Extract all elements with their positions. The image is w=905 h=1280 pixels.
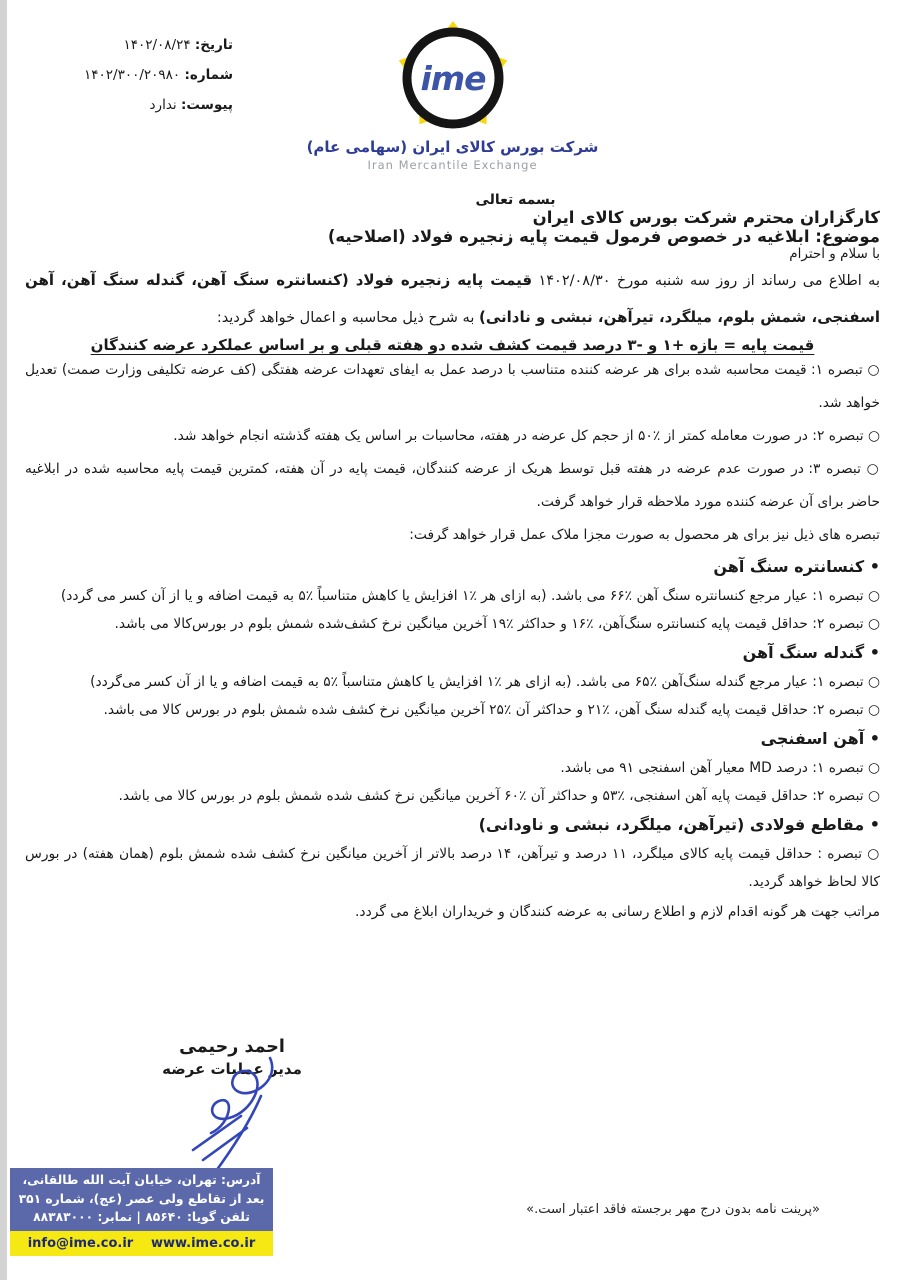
brand-name-farsi: شرکت بورس کالای ایران (سهامی عام) <box>306 138 599 156</box>
concentrate-note-2: ○ تبصره ۲: حداقل قیمت پایه کنسانتره سنگ‌آهن، ٪۱۶ و حداکثر ٪۱۹ آخرین میانگین نرخ کشف‌شده شمش بلوم در بورس‌کالا می باشد. <box>114 616 880 632</box>
pellet-note-2: ○ تبصره ۲: حداقل قیمت پایه گندله سنگ آهن، ٪۲۱ و حداکثر آن ٪۲۵ آخرین میانگین نرخ کشف شده شمش بلوم در بورس کالا می باشد. <box>103 702 880 718</box>
website-link[interactable]: www.ime.co.ir <box>150 1236 256 1251</box>
ime-logo <box>0 20 905 172</box>
print-validity-note: «پرینت نامه بدون درج مهر برجسته فاقد اعتبار است.» <box>526 1202 820 1217</box>
scan-edge-shadow <box>0 0 7 1280</box>
number-label: شماره: <box>184 67 233 83</box>
intro-pre-text: به اطلاع می رساند از روز سه شنبه مورخ ۱۴۰۲/۰۸/۳۰ <box>532 273 880 289</box>
signature-block <box>112 1035 352 1079</box>
attachment-label: پیوست: <box>180 97 233 113</box>
footer-contact-bar <box>10 1231 273 1256</box>
subject-line: موضوع: ابلاغیه در خصوص فرمول قیمت پایه زنجیره فولاد (اصلاحیه) <box>327 227 880 246</box>
signer-name: احمد رحیمی <box>179 1037 285 1057</box>
section-heading-pellet: • گندله سنگ آهن <box>742 643 880 662</box>
concentrate-note-1: ○ تبصره ۱: عیار مرجع کنسانتره سنگ آهن ٪۶۶ می باشد. (به ازای هر ٪۱ افزایش یا کاهش متناسباً ٪۵ به قیمت اضافه و یا از آن کسر می گردد) <box>60 588 880 604</box>
attachment-value: ندارد <box>149 97 177 113</box>
section-heading-steel-sections: • مقاطع فولادی (تیرآهن، میلگرد، نبشی و ناودانی) <box>478 815 880 834</box>
sponge-iron-note-1: ○ تبصره ۱: درصد MD معیار آهن اسفنجی ۹۱ می باشد. <box>560 760 880 776</box>
closing-line: مراتب جهت هر گونه اقدام لازم و اطلاع رسانی به عرضه کنندگان و خریداران ابلاغ می گردد. <box>355 904 880 920</box>
general-note-3: ○ تبصره ۳: در صورت عدم عرضه در هفته قبل توسط هریک از عرضه کنندگان، قیمت پایه در آن هفته، کمترین قیمت پایه محاسبه شده در ابلاغیه حاضر برای آن عرضه کننده مورد ملاحظه قرار خواهد گرفت. <box>25 461 881 510</box>
date-label: تاریخ: <box>194 37 233 53</box>
brand-name-english: Iran Mercantile Exchange <box>367 158 538 172</box>
number-value: ۱۴۰۲/۳۰۰/۲۰۹۸۰ <box>84 67 181 83</box>
address-line-2: بعد از تقاطع ولی عصر (عج)، شماره ۳۵۱ <box>18 1191 265 1206</box>
addressee-line: کارگزاران محترم شرکت بورس کالای ایران <box>532 208 880 227</box>
date-value: ۱۴۰۲/۰۸/۲۴ <box>123 37 191 53</box>
general-note-2: ○ تبصره ۲: در صورت معامله کمتر از ٪۵۰ از حجم کل عرضه در هفته، محاسبات بر اساس یک هفته گذشته انجام خواهد شد. <box>173 428 880 444</box>
pellet-note-1: ○ تبصره ۱: عیار مرجع گندله سنگ‌آهن ٪۶۵ می باشد. (به ازای هر ٪۱ افزایش یا کاهش متناسباً ٪۵ به قیمت اضافه و یا از آن کسر می‌گردد) <box>90 674 880 690</box>
section-heading-concentrate: • کنسانتره سنگ آهن <box>713 557 880 576</box>
base-price-formula: قیمت پایه = بازه +۱ و -۳ درصد قیمت کشف شده دو هفته قبلی و بر اساس عملکرد عرضه کنندگان <box>90 336 815 354</box>
letter-body <box>25 192 880 929</box>
sponge-iron-note-2: ○ تبصره ۲: حداقل قیمت پایه آهن اسفنجی، ٪۵۳ و حداکثر آن ٪۶۰ آخرین میانگین نرخ کشف شده شمش بلوم در بورس کالا می باشد. <box>118 788 880 804</box>
intro-paragraph <box>25 262 880 336</box>
address-line-1: آدرس: تهران، خیابان آیت الله طالقانی، <box>22 1173 261 1187</box>
email-link[interactable]: info@ime.co.ir <box>27 1236 134 1251</box>
section-heading-sponge-iron: • آهن اسفنجی <box>760 729 880 748</box>
signer-title: مدیر عملیات عرضه <box>162 1060 302 1078</box>
per-product-line: تبصره های ذیل نیز برای هر محصول به صورت مجزا ملاک عمل قرار خواهد گرفت: <box>409 527 880 543</box>
steel-sections-note-1: ○ تبصره : حداقل قیمت پایه کالای میلگرد، ۱۱ درصد و تیرآهن، ۱۴ درصد بالاتر از آخرین میانگین نرخ کشف شده شمش بلوم (همان هفته) در بورس کالا لحاظ خواهد گردید. <box>25 846 881 890</box>
footer-address-box <box>10 1168 273 1231</box>
ime-logo-emblem-icon <box>395 20 511 136</box>
intro-bold-text: قیمت پایه زنجیره فولاد (کنسانتره سنگ آهن، گندله سنگ آهن، آهن اسفنجی، شمش بلوم، میلگرد، تیرآهن، نبشی و نادانی) <box>25 271 880 326</box>
intro-post-text: به شرح ذیل محاسبه و اعمال خواهد گردید: <box>216 310 479 326</box>
bismillah-line: بسمه تعالی <box>475 192 556 208</box>
logo-ime-text: ime <box>419 59 486 98</box>
salutation-line: با سلام و احترام <box>789 246 880 262</box>
address-line-3: تلفن گویا: ۸۵۶۴۰ | نمابر: ۸۸۳۸۳۰۰۰ <box>33 1210 250 1224</box>
general-note-1: ○ تبصره ۱: قیمت محاسبه شده برای هر عرضه کننده متناسب با درصد عمل به ایفای تعهدات عرضه هفتگی (کف عرضه تکلیفی وزارت صمت) تعدیل خواهد شد. <box>25 362 880 411</box>
